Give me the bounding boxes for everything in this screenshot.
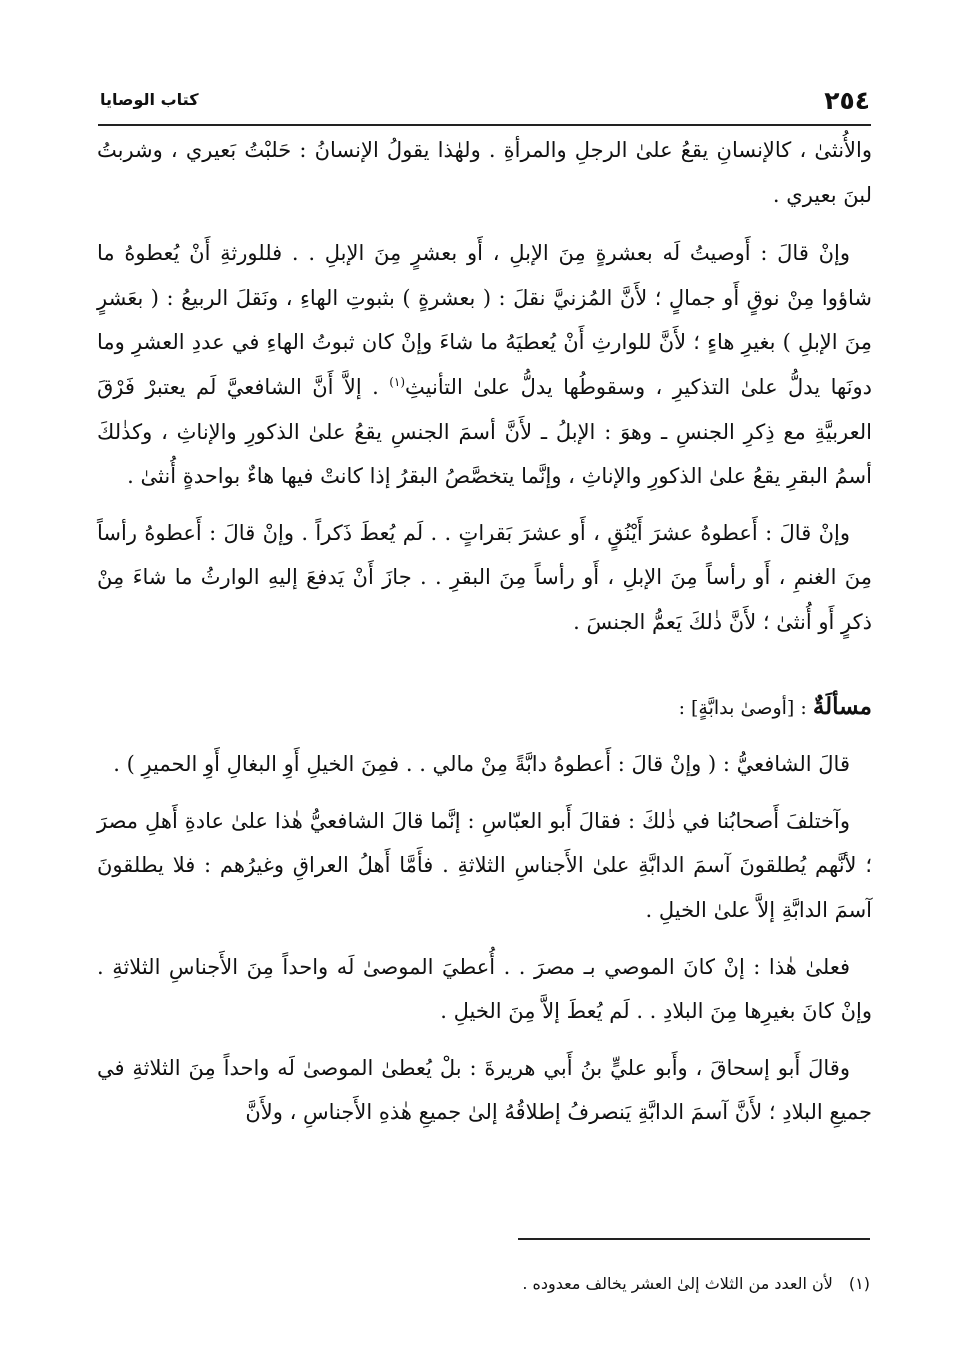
paragraph-7: وقالَ أَبو إسحاقَ ، وأَبو عليٍّ بنُ أَبي هريرةَ : بلْ يُعطىٰ الموصىٰ لَه واحداً مِنَ الثلاثةِ في جميعِ البلادِ ؛ لأَنَّ آسمَ الدابَّةِ يَنصرفُ إطلاقُهُ إلىٰ جميعِ هٰذهِ الأَجناسِ ، ولأَنَّ — [97, 1055, 872, 1125]
footnote-reference[interactable]: (١) — [389, 374, 406, 389]
footnote-number: (١) — [848, 1274, 870, 1293]
page-number: ٢٥٤ — [824, 86, 870, 115]
paragraph-4: قالَ الشافعيُّ : ( وإنْ قالَ : أَعطوهُ دابَّةً مِنْ مالي . . فمِنَ الخيلِ أَوِ البغالِ أَوِ الحميرِ ) . — [113, 752, 850, 777]
footnote-divider — [518, 1238, 870, 1240]
main-text — [97, 128, 872, 1135]
running-header — [100, 84, 870, 120]
paragraph-1: والأُنثىٰ ، كالإنسانِ يقعُ علىٰ الرجلِ والمرأةِ . ولهٰذا يقولُ الإنسانُ : حَلبْتُ بَعيري ، وشربتُ لبنَ بعيري . — [97, 138, 872, 207]
paragraph-6: فعلىٰ هٰذا : إنْ كانَ الموصي بـ مصرَ . . أُعطيَ الموصىٰ لَه واحداً مِنَ الأَجناسِ الثلاثةِ . وإنْ كانَ بغيرِها مِنَ البلادِ . . لَم يُعطَ إلاَّ مِنَ الخيلِ . — [97, 954, 872, 1024]
heading-label: مسألَةٌ — [812, 692, 872, 720]
heading-title: : [أوصىٰ بدابَّةٍ] : — [678, 696, 813, 719]
footnote-text: لأن العدد من الثلاث إلىٰ العشر يخالف معدوده . — [522, 1274, 833, 1293]
paragraph-2-part-b: . إلاَّ أَنَّ الشافعيَّ لَم يعتبرْ فَرْقَ العربيَّةِ مع ذِكرِ الجنسِ ـ وهوَ : الإبلُ ـ لأَنَّ أسمَ الجنسِ يقعُ علىٰ الذكورِ والإناثِ ، وكذٰلكَ أسمُ البقرِ يقعُ علىٰ الذكورِ والإناثِ ، وإنَّما يتخصَّصُ البقرُ إذا كانتْ فيها هاءٌ بواحدةٍ أُنثىٰ . — [97, 374, 872, 489]
book-title: كتاب الوصايا — [100, 90, 199, 109]
paragraph-2-part-a: وإنْ قالَ : أَوصيتُ لَه بعشرةٍ مِنَ الإبلِ ، أَو بعشرٍ مِنَ الإبلِ . . فللورثةِ أَنْ يُعطوهُ ما شاؤوا مِنْ نوقٍ أَو جمالٍ ؛ لأَنَّ المُزنيَّ نقلَ : ( بعشرةٍ ) بثبوتِ الهاءِ ، ونَقلَ الربيعُ : ( بعَشرٍ مِنَ الإبلِ ) بغيرِ هاءٍ ؛ لأَنَّ للوارثِ أَنْ يُعطيَهُ ما شاءَ وإنْ كان ثبوتُ الهاءِ في عددِ العشرِ وما دونَها يدلُّ علىٰ التذكيرِ ، وسقوطُها يدلُّ علىٰ التأنيثِ — [97, 241, 872, 399]
section-heading — [97, 685, 872, 731]
footnote — [95, 1274, 870, 1293]
paragraph-3: وإنْ قالَ : أَعطوهُ عشرَ أَيْنُقٍ ، أَو عشرَ بَقراتٍ . . لَم يُعطَ ذَكراً . وإنْ قالَ : أَعطوهُ رأساً مِنَ الغنمِ ، أَو رأساً مِنَ الإبلِ ، أَو رأساً مِنَ البقرِ . . جازَ أَنْ يَدفعَ إليهِ الوارثُ ما شاءَ مِنْ ذكرٍ أَو أُنثىٰ ؛ لأَنَّ ذٰلكَ يَعمُّ الجنسَ . — [97, 520, 872, 634]
paragraph-2 — [97, 231, 872, 499]
header-divider — [98, 124, 871, 126]
paragraph-5: وآختلفَ أَصحابُنا في ذٰلكَ : فقالَ أَبو العبّاسِ : إنَّما قالَ الشافعيُّ هٰذا علىٰ عادةِ أَهلِ مصرَ ؛ لأنَّهم يُطلقونَ آسمَ الدابَّةِ علىٰ الأَجناسِ الثلاثةِ . فأَمَّا أَهلُ العراقِ وغيرُهم : فلا يطلقونَ آسمَ الدابَّةِ إلاَّ علىٰ الخيلِ . — [97, 808, 872, 922]
